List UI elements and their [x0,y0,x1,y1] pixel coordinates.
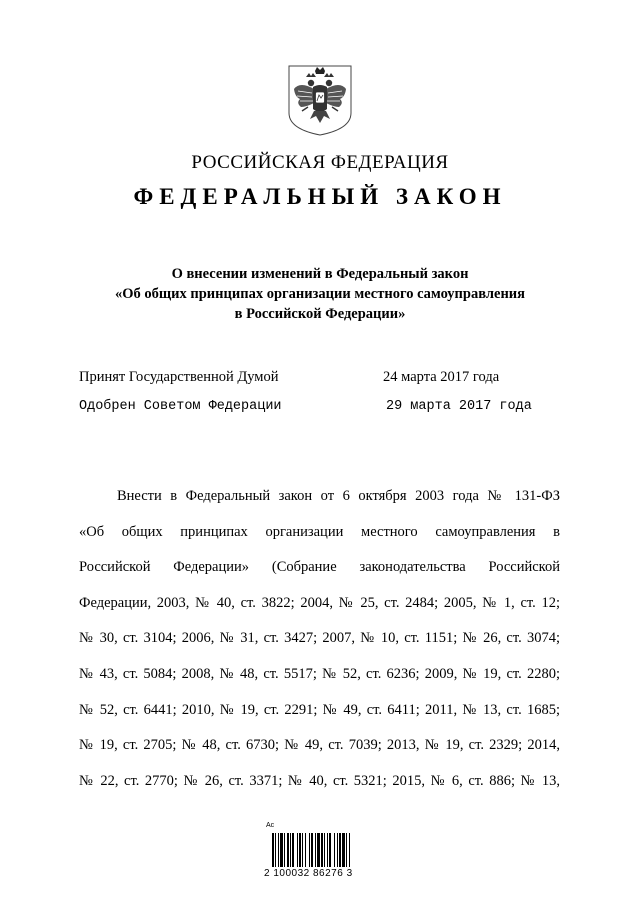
body-line: Внести в Федеральный закон от 6 октября 2003 года № 131-ФЗ [117,488,560,504]
barcode-bar [299,833,301,867]
barcode-bar [292,833,294,867]
barcode-bar [272,833,274,867]
barcode-bar [339,833,341,867]
body-line: № 52, ст. 6441; 2010, № 19, ст. 2291; № 49, ст. 6411; 2011, № 13, ст. 1685; [79,701,560,718]
law-title-line: О внесении изменений в Федеральный закон [171,266,469,282]
barcode-bar [305,833,306,867]
barcode-bar [327,833,328,867]
barcode-bar [324,833,325,867]
body-line: № 43, ст. 5084; 2008, № 48, ст. 5517; № 52, ст. 6236; 2009, № 19, ст. 2280; [79,665,560,682]
country-name: РОССИЙСКАЯ ФЕДЕРАЦИЯ [191,152,449,173]
law-title-line: в Российской Федерации» [234,306,406,322]
body-line: Российской Федерации» (Собрание законодательства Российской [79,559,560,576]
barcode-bar [334,833,335,867]
barcode-mark: Ас [266,822,275,829]
body-line: № 22, ст. 2770; № 26, ст. 3371; № 40, ст. 5321; 2015, № 6, ст. 886; № 13, [79,772,560,789]
barcode-bar [317,833,320,867]
barcode-bar [329,833,331,867]
barcode-bar [284,833,285,867]
body-line: № 30, ст. 3104; 2006, № 31, ст. 3427; 2007, № 10, ст. 1151; № 26, ст. 3074; [79,630,560,647]
body-line: «Об общих принципах организации местного самоуправления в [79,523,560,540]
barcode-bar [290,833,291,867]
law-title [60,264,580,324]
barcode-bar [311,833,313,867]
barcode-bar [309,833,310,867]
barcode-bar [297,833,298,867]
law-title-line: «Об общих принципах организации местного самоуправления [115,286,525,302]
barcode-bar [349,833,350,867]
duma-adoption-date: 24 марта 2017 года [383,369,500,385]
body-line: Федерации, 2003, № 40, ст. 3822; 2004, № 25, ст. 2484; 2005, № 1, ст. 12; [79,594,560,611]
barcode-bar [275,833,276,867]
council-approval-label: Одобрен Советом Федерации [79,399,282,414]
document-type: ФЕДЕРАЛЬНЫЙ ЗАКОН [133,184,507,209]
barcode-bar [302,833,303,867]
body-paragraph [79,484,560,804]
barcode-bar [315,833,316,867]
barcode-bar [278,833,279,867]
barcode-bar [342,833,345,867]
council-approval-date: 29 марта 2017 года [386,399,532,414]
barcode-bar [287,833,289,867]
barcode-number: 2 100032 86276 3 [264,868,353,879]
barcode-bar [346,833,347,867]
barcode-bar [321,833,323,867]
duma-adoption-label: Принят Государственной Думой [79,369,279,385]
barcode-bar [337,833,338,867]
barcode-bar [280,833,283,867]
coat-of-arms-icon [286,63,354,137]
body-line: № 19, ст. 2705; № 48, ст. 6730; № 49, ст. 7039; 2013, № 19, ст. 2329; 2014, [79,737,560,754]
